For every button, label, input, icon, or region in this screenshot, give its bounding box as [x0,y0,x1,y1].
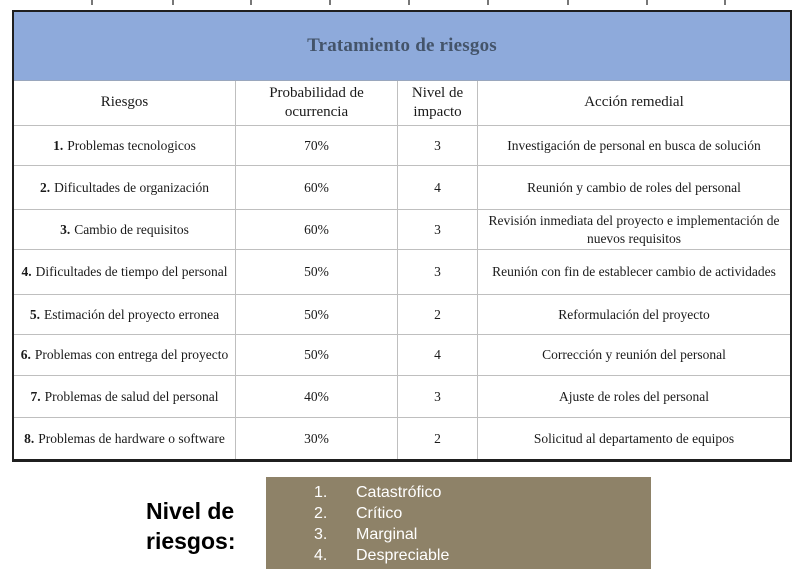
legend-title: Nivel de riesgos: [146,498,236,554]
risk-treatment-table [12,10,792,462]
probability-cell: 50% [235,335,397,375]
impact-cell: 3 [397,250,477,294]
column-header-probabilidad: Probabilidad de ocurrencia [235,81,397,125]
table-row [14,294,790,334]
risk-cell: 1. Problemas tecnologicos [53,137,196,153]
impact-cell: 4 [397,335,477,375]
probability-cell: 60% [235,210,397,249]
table-row [14,417,790,459]
probability-cell: 60% [235,166,397,209]
table-row [14,209,790,249]
risk-cell: 6. Problemas con entrega del proyecto [20,347,229,363]
risk-cell: 7. Problemas de salud del personal [30,388,219,404]
table-row [14,375,790,417]
action-cell: Reformulación del proyecto [477,295,790,334]
action-cell: Ajuste de roles del personal [477,376,790,417]
ruler-tick [567,0,569,5]
probability-cell: 40% [235,376,397,417]
probability-cell: 70% [235,126,397,165]
impact-cell: 3 [397,210,477,249]
risk-cell: 5. Estimación del proyecto erronea [29,306,220,322]
impact-cell: 4 [397,166,477,209]
legend-item: 4. Despreciable [314,547,450,564]
table-title: Tratamiento de riesgos [307,35,497,56]
risk-cell: 2. Dificultades de organización [39,179,210,195]
column-header-accion: Acción remedial [477,81,790,125]
ruler-tick [646,0,648,5]
impact-cell: 2 [397,295,477,334]
legend-item: 2. Crítico [314,505,403,522]
table-row [14,165,790,209]
action-cell: Investigación de personal en busca de solución [477,126,790,165]
table-row [14,249,790,294]
ruler-tick [91,0,93,5]
ruler-tick [329,0,331,5]
table-title-band [14,12,790,81]
action-cell: Solicitud al departamento de equipos [477,418,790,459]
table-row [14,125,790,165]
ruler-tick [724,0,726,5]
risk-cell: 4. Dificultades de tiempo del personal [21,264,228,280]
table-header-row [14,81,790,125]
action-cell: Corrección y reunión del personal [477,335,790,375]
ruler-tick [250,0,252,5]
risk-cell: 3. Cambio de requisitos [60,221,189,237]
probability-cell: 30% [235,418,397,459]
table-row [14,334,790,375]
ruler-tick [172,0,174,5]
risk-cell: 8. Problemas de hardware o software [24,430,225,446]
legend-item: 3. Marginal [314,526,418,543]
action-cell: Revisión inmediata del proyecto e implementación de nuevos requisitos [477,210,790,249]
probability-cell: 50% [235,250,397,294]
impact-cell: 3 [397,126,477,165]
probability-cell: 50% [235,295,397,334]
ruler-tick [408,0,410,5]
impact-cell: 3 [397,376,477,417]
legend-item: 1. Catastrófico [314,484,442,501]
ruler-tick [487,0,489,5]
action-cell: Reunión y cambio de roles del personal [477,166,790,209]
risk-level-legend [266,477,651,569]
impact-cell: 2 [397,418,477,459]
column-header-impacto: Nivel de impacto [397,81,477,125]
action-cell: Reunión con fin de establecer cambio de actividades [477,250,790,294]
column-header-riesgos: Riesgos [100,94,149,111]
